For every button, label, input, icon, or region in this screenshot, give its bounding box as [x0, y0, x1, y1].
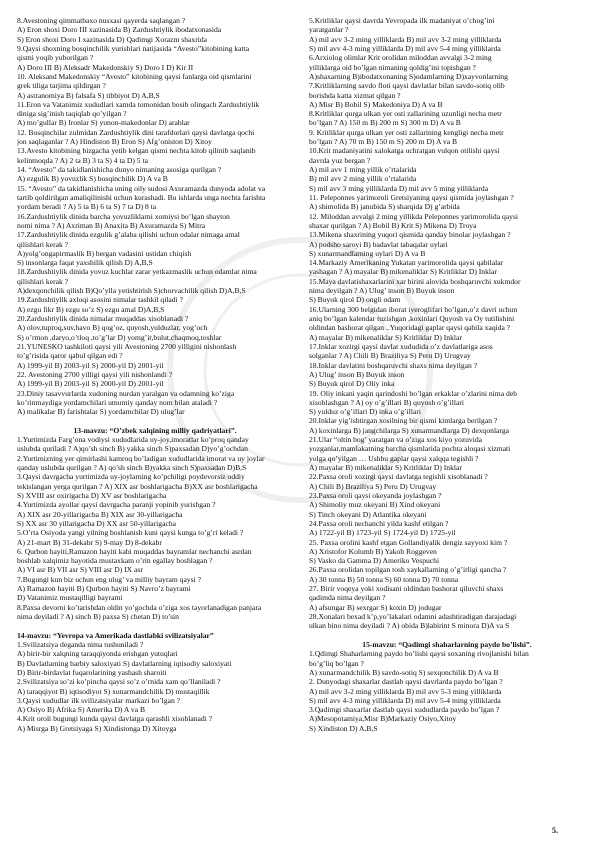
text-line: 14.Markaziy Amerikaning Yukatan yarimorolida qaysi qabilalar — [309, 258, 504, 268]
text-line: qilishlari kerak ? — [17, 276, 69, 286]
text-line: 7.Kritliklarning savdo floti qaysi davlatlar bilan savdo-sotiq olib — [309, 81, 505, 91]
text-line: ko’rinmaydiga yordamchilari umumiy qanday nom bilan ataladi ? — [17, 397, 218, 407]
text-line: S) mil avv 4-3 ming yilliklarda D) mil avv 5-4 ming yilliklarda — [309, 43, 501, 53]
text-line: 1.Qdimgi Shaharlarning paydo bo’lishi qaysi soxaning rivojlanishi bilan — [309, 649, 529, 659]
text-line: S) Buyuk qirol D) Oliy inka — [309, 379, 395, 389]
text-line: 27. Birir voqeya yoki xodisani oldindan bashorat qiluvchi shaxs — [309, 584, 504, 594]
text-line: 3.Qadimgi shaxarlar dastlab qaysi xududlarda paydo bo’lgan ? — [309, 705, 500, 715]
text-line: 12. Miloddan avvalgi 2 ming yillikda Peleponnes yarimorolida qaysi — [309, 211, 519, 221]
text-line: yolga qo’yilgan … Ushbu gaplar qaysi xalqqa tegishli ? — [309, 453, 479, 463]
page-number: 5. — [552, 826, 558, 835]
text-line: jon saqlaganlar ? A) Hindiston B) Eron S) Afg’oniston D) Xitoy — [17, 137, 212, 147]
text-line: aniq bo’lgan kalendar tuzishgan ,koxinlari Quyosh va Oy tutilishini — [309, 314, 515, 323]
text-line: A) Shimoliy muz okeyani B) Xind okeyani — [309, 500, 441, 510]
text-line: 19. Oliy inkani yaqin qarindoshi bo’lgan erkaklar o’zlarini nima deb — [309, 388, 517, 398]
text-line: davrda yuz bergan ? — [309, 155, 371, 165]
text-line: A) mayalar B) mikenaliklar S) Kritliklar D) Inklar — [309, 332, 462, 342]
text-line: 6.Arxiolog olimlar Krit orolidan miloddan avvalgi 3-2 ming — [309, 53, 492, 63]
text-line: 5.O’rta Osiyoda yangi yilning boshlanish kuni qaysi kunga to’g’ri keladi ? — [17, 528, 244, 538]
text-line: 16.Ularning 300 belgidan iborat iyeroglifari bo’lgan,o’z davri uchun — [309, 304, 518, 314]
text-line: grek tiliga tarjima qildirgan ? — [17, 81, 106, 91]
text-line: D) Vatanimiz mustaqilligi bayrami — [17, 593, 123, 603]
text-line: S) mil avv 4-3 ming yilliklarda D) mil avv 5-4 ming yilliklarda — [309, 695, 501, 705]
text-line: 10.Krit madaniyatini xalokatga uchratgan vulqon otilishi qaysi — [309, 146, 500, 156]
text-line: 22.Paxsa oroli xozirgi qaysi davlatga tegishli xisoblanadi ? — [309, 472, 488, 482]
text-line: 5.Kritliklar qaysi davrda Yevropada ilk madaniyat o’chog’ini — [309, 16, 495, 25]
text-line: A) 1722-yil B) 1723-yil S) 1724-yil D) 1725-yil — [309, 528, 456, 538]
text-line: 18.Inklar davlatini boshqaruvchi shaxs nima deyilgan ? — [309, 360, 478, 370]
text-line: xisoblashgan ? A) oy o’g’illari B) quyosh o’g’illari — [309, 397, 465, 407]
text-line: to’g’risida qaror qabul qilgan edi ? — [17, 351, 123, 361]
text-line: A) Ramazon hayiti B) Qurbon hayiti S) Navro’z bayrami — [17, 584, 191, 594]
text-line: A) 1999-yil B) 2003-yil S) 2000-yil D) 2001-yil — [17, 360, 164, 370]
text-line: shaxar qurilgan ? A) Bobil B) Krit S) Mikena D) Troya — [309, 220, 477, 230]
text-line: nomi nima ? A) Axriman B) Anaxita B) Axuramazda S) Mitra — [17, 220, 206, 230]
text-line: 10. Aleksand Makedonskiy “Avesto” kitobining qaysi fanlarga oid qismlarini — [17, 71, 252, 81]
text-line: 3.Qaysi xududlar ilk svilizatsiyalar markazi bo’lgan ? — [17, 695, 181, 705]
text-line: 23.Diniy tasavvurlarda xudoning nurdan yaralgan va odamning ko’ziga — [17, 388, 235, 398]
text-line: 25. Paxsa orolini kashf etgan Gollandiyalik dengiz sayyoxi kim ? — [309, 537, 508, 547]
text-line: S) Eron shoxi Doro I xazinasida D) Qadimgi Xorazm shaxrida — [17, 34, 208, 44]
text-line: 22. Avestoning 2700 yilligi qaysi yili nishonlandi ? — [17, 369, 173, 379]
text-line: 28.Xonalari bexad k’p,yo’lakalari odamni adashtiradigan darajadagi — [309, 612, 517, 621]
text-line: A) Xristofor Kolumb B) Yakob Roggeven — [309, 546, 437, 556]
text-line: A) astranomiya B) falsafa S) tibbiyot D) A,B,S — [17, 90, 160, 100]
text-line: 1.Yurtimizda Farg’ona vodiysi xududlarida uy-joy,imoratlar ko’proq qanday — [17, 435, 249, 445]
text-line: 14. “Avesto” da takidlanishicha dunyo nimaning asosiga qurilgan ? — [17, 165, 222, 174]
section-heading: 15-mavzu: “Qadimgi shaharlarning paydo bo’lishi”. — [362, 639, 532, 649]
text-line: A) mil avv 1 ming yillik o’rtalarida — [309, 165, 417, 174]
text-line: 18.Zardushtiylik dinida yovuz kuchlar zarar yetkazmaslik uchun odamlar nima — [17, 267, 257, 277]
text-line: 7.Bugungi kun biz uchun eng ulug’ va milliy bayram qaysi ? — [17, 574, 201, 584]
text-line: 8.Paxsa devorni ko’tarishdan oldin yo’gochda o’ziga xos tayorlanadigan panjara — [17, 602, 262, 612]
text-line: A) ezgulik B) yovuzlik S) bosqinchilik D) A va B — [17, 174, 168, 184]
text-line: A) mil avv 3-2 ming yilliklarda B) mil avv 5-3 ming yilliklarda — [309, 686, 502, 696]
text-line: yilliklarga oid bo’lgan nimaning qoldig’ini topishgan ? — [309, 62, 476, 72]
text-line: S) Xindiston D) A,B,S — [309, 723, 378, 733]
text-line: ulkan bino nima deyiladi ? A) obida B)labirint S minora D)A va S — [309, 621, 510, 631]
text-line: A) 1999-yil B) 2003-yil S) 2000-yil D) 2001-yil — [17, 379, 164, 389]
text-line: S) XX asr 30 yillarigacha D) XX asr 50-yillarigacha — [17, 518, 176, 528]
text-line: 11. Peleponnes yarimoroli Gretsiyaning qaysi qismida joylashgan ? — [309, 192, 514, 202]
text-line: S) XVIII asr oxirigacha D) XV asr boshlarigacha — [17, 490, 167, 500]
text-line: oldindan bashorat qilgan ..Yuqoridagi gaplar qaysi qabila xaqida ? — [309, 323, 511, 333]
text-line: qadimda nima deyilgan ? — [309, 593, 386, 603]
text-line: 12. Bosqinchilar zulmidan Zardushtiylik dini tarafdorlari qaysi davlatga qochi — [17, 127, 255, 137]
text-line: A) Osiyo B) Afrika S) Amerika D) A va B — [17, 705, 146, 715]
text-line: S) insonlarga faqat yaxshilik qilish D) A,B,S — [17, 258, 153, 268]
text-line: A) malikalar B) farishtalar S) yordamchilar D) ulug’lar — [17, 407, 185, 417]
text-line: A) ezgu fikr B) ezgu so’z S) ezgu amal D)A,B,S — [17, 304, 165, 314]
text-line: 1.Svilizatsiya deganda nima tushuniladi ? — [17, 639, 144, 649]
text-line: B) mil avv 2 ming yillik o’rtalarida — [309, 174, 417, 184]
text-line: A) mo’gullar B) Ironlar S) yunon-makedonlar D) arablar — [17, 118, 190, 128]
text-line: A) birir-bir xalqning taraqqiyonda erishgan yutuqlari — [17, 649, 178, 659]
text-line: A) Misr B) Bobil S) Makedoniya D) A va B — [309, 99, 443, 109]
text-line: 15.Maya davlatishaxarlarini xar birini alovida boshqaruvchi xukmdor — [309, 276, 521, 286]
text-line: 26.Paxsa orolidan topilgan tosh xaykallarning o’g’irligi qancha ? — [309, 565, 507, 575]
text-line: yordam beradi ? A) 5 ta B) 6 ta S) 7 ta D) 8 ta — [17, 202, 157, 212]
section-heading: 14-mavzu: “Yevropa va Amerikada dastlabki svilizatsiyalar” — [17, 630, 214, 640]
text-line: A) koxinlarga B) jangchilarga S) xunarmandlarga D) dexqonlarga — [309, 425, 509, 435]
text-line: 17.Zardushtiylik dinida ezgulik g’alaba qilishi uchun odalar nimaga amal — [17, 230, 240, 240]
text-line: A)shaxarning B)ibodatxonaning S)odamlarning D)xayvonlarning — [309, 71, 508, 81]
text-line: A) Misrga B) Gretsiyaga S) Xindistonga D) Xitoyga — [17, 723, 177, 733]
text-line: bo’lgan ? A) 150 m B) 200 m S) 300 m D) A va B — [309, 118, 461, 128]
text-line: bo’lgan ? A) 70 m B) 150 m S) 200 m D) A va B — [309, 137, 458, 147]
text-line: S) Buyuk qirol D) ongli odam — [309, 295, 401, 305]
text-line: S) Vasko da Gamma D) Ameriko Vespuchi — [309, 556, 440, 566]
text-line: D) Birir-birdavlat fuqarolarining yashash sharoiti — [17, 667, 167, 677]
text-line: diniga sig’inish taqiqlab qo’yilgan ? — [17, 109, 127, 119]
text-line: A) Eron shoxi Doro III xazinasida B) Zardushtiylik ibodatxonasida — [17, 25, 222, 35]
text-line: 2. Dunyodagi shaxarlar dastlab qaysi davrlarda paydo bo’lgan ? — [309, 677, 503, 687]
text-line: 3.Qaysi davrgacha yurtimizda uy-joylarning ko’pchiligi poydevorsiz oddiy — [17, 472, 245, 482]
left-column — [17, 16, 293, 733]
text-line: kelinmoqda ? A) 2 ta B) 3 ta S) 4 ta D) 5 ta — [17, 155, 148, 165]
text-line: yaratganlar ? — [309, 25, 349, 35]
text-line: 9.Qaysi shoxning bosqinchilik yurishlari natijasida “Avesto”kitobining katta — [17, 43, 250, 53]
text-line: A)Mesopotamiya,Misr B)Markaziy Osiyo,Xitoy — [309, 714, 457, 724]
text-line: A)dexqonchilik qilish B)Qo’ylla yetishtirish S)chorvachilik qilish D)A,B,S — [17, 286, 246, 296]
text-line: A) xunarmandchilik B) savdo-sotiq S) sexqonchilik D) A va B — [309, 667, 499, 677]
text-line: A) XIX asr 20-yillarigacha B) XIX asr 30-yillarigacha — [17, 509, 183, 519]
text-line: tekislangan yerga qurilgan ? A) XIX asr boshlarigacha B)XX asr boshlarigacha — [17, 481, 258, 491]
text-line: 2.Svilizatsiya so’zi ko’pincha qaysi so’z o’rnida xam qo’llaniladi ? — [17, 677, 221, 687]
spacer — [309, 631, 585, 640]
text-line: tartib qoldirilgan amaliqilinishi uchun kurashadi. Bu ishlarda unga nechta farishta — [17, 192, 266, 202]
right-column — [309, 16, 585, 733]
text-line: nima deyiladi ? A) sinch B) paxsa S) chetan D) to’sin — [17, 612, 179, 621]
text-line: 20.Inklar yig’ishtirgan xosilning bir qismi kimlarga berilgan ? — [309, 416, 498, 426]
text-line: A) VI asr B) VII asr S) VIII asr D) IX asr — [17, 565, 143, 575]
text-line: A) Ulug’ inson B) Buyuk inson — [309, 369, 405, 379]
text-line: A) 21-mart B) 31-dekabr S) 9-may D) 8-dekabr — [17, 537, 162, 547]
text-line: 2.Yurtimizning yer qimirlashi kamroq bo’ladigan xududlarida imorat va uy joylar — [17, 453, 265, 463]
text-line: 15. “Avesto” da takidlanishicha uning oily sudosi Axuramazda dunyoda adolat va — [17, 183, 266, 193]
spacer — [17, 621, 293, 630]
text-line: A) afsungar B) sexrgar S) koxin D) jodugar — [309, 602, 442, 612]
text-line: A) olov,tuproq,suv,havo B) qog’oz, quyosh,yulduzlar, yog’och — [17, 323, 208, 333]
text-line: qilishlari kerak ? — [17, 239, 69, 249]
text-line: nima deyilgan ? A) Ulug’ inson B) Buyuk inson — [309, 286, 455, 296]
text-line: A) mayalar B) mikenaliklar S) Kritliklar D) Inklar — [309, 463, 462, 472]
text-line: yozganlar,mamlakatning barcha qismlarida pochta aloqasi xizmati — [309, 444, 511, 454]
spacer — [17, 416, 293, 425]
text-line: 13.Avesto kitobining bizgacha yetib kelgan qismi nechta kitob qilinib saqlanib — [17, 146, 256, 156]
text-line: qismi yoqib yuborilgan ? — [17, 53, 94, 63]
text-line: 4.Yurtimizda ayollar qaysi davrgacha paranji yopinib yurishgan ? — [17, 500, 216, 510]
text-line: S) Tinch okeyani D) Atlantika okeyani — [309, 509, 427, 519]
text-line: 13.Mikena shaxrining yuqori qismida qanday binolar joylashgan ? — [309, 230, 511, 240]
text-line: B) Davlatlarning barbiy saloxiyati S) davlatlarning iqtisodiy saloxiyati — [17, 658, 232, 668]
text-line: A) taraqqiyot B) iqtisodiyot S) xunarmandchilik D) mustaqillik — [17, 686, 210, 696]
text-line: S) o’rmon ,daryo,o’tloq ,to’g’lar D) yomg’ir,bulut,chaqmoq,toshlar — [17, 332, 222, 342]
text-line: 8.Avestoning qimmatbaxo nusxasi qayerda saqlangan ? — [17, 16, 186, 25]
text-line: bo’g’liq bo’lgan ? — [309, 658, 364, 668]
section-heading: 13-mavzu: “O’zbek xalqining milliy qadriyatlari”. — [73, 425, 237, 435]
text-line: S) xunarmandlarning uylari D) A va B — [309, 248, 426, 258]
text-line: S) mil avv 3 ming yilliklarda D) mil avv 5 ming yilliklarda — [309, 183, 489, 193]
text-line: 24.Paxsa oroli nechanchi yilda kashf etilgan ? — [309, 518, 449, 528]
text-line: 16.Zardushtiylik dinida barcha yovuzliklarni xomiysi bo’lgan shayton — [17, 211, 230, 221]
text-line: 11.Eron va Vatanimiz xududlari xamda tomonidan bosib olingach Zardushtiylik — [17, 99, 260, 109]
text-line: 20.Zardushtiylik dinida nimalar muqaddas xisoblanadi ? — [17, 314, 189, 323]
text-line: 4.Krit oroli bugungi kunda qaysi davlatga qarashli xisoblanadi ? — [17, 714, 213, 724]
text-line: qanday uslubda qurilgan ? A) qo’sh sinch B)yakka sinch S)paxsadan D)B,S — [17, 463, 247, 472]
text-line: yashagan ? A) mayalar B) mikenaliklar S) Kritliklar D) Inklar — [309, 267, 497, 277]
text-line: 6. Qurbon hayiti,Ramazon hayiti kabi muqaddas bayramlar nechanchi asrdan — [17, 546, 252, 556]
text-line: A) Doro III B) Aleksadr Makedonskiy S) Doro I D) Kir II — [17, 62, 194, 72]
text-line: S) yulduz o’g’illari D) inka o’g’illari — [309, 407, 421, 417]
text-line: 9. Kritliklar qurga ulkan yer osti zallarining kengligi necha metr — [309, 127, 504, 137]
text-line: A) mil avv 3-2 ming yilliklarda B) mil avv 3-2 ming yilliklarda — [309, 34, 502, 44]
text-line: 19.Zardushtiylik axloqi asosini nimalar tashkil qiladi ? — [17, 295, 183, 305]
text-line: 8.Kritliklar qurga ulkan yer osti zallarining uzunligi necha metr — [309, 109, 502, 119]
text-line: solganlar ? A) Chili B) Braziliya S) Peru D) Urugvay — [309, 351, 471, 361]
text-line: uslubda quriladi ? A)qo’sh sinch B) yakka sinch S)paxsadan D)yo’g’ochdan — [17, 444, 248, 454]
text-line: 17.Inklar xozirgi qaysi davlat xududida o’z davlatlariga asos — [309, 341, 493, 351]
text-line: A) 30 tonna B) 50 tonna S) 60 tonna D) 70 tonna — [309, 574, 459, 584]
text-line: borishda katta xizmat qilgan ? — [309, 90, 401, 100]
text-line: A)yolg’ongapirmaslik B) bergan vadasini ustidan chiqish — [17, 248, 192, 258]
text-line: A) podsho saroyi B) badavlat tabaqalar uylari — [309, 239, 448, 249]
text-line: boshlab xalqimiz hayotida mustaxkam o’rin egallay boshlagan ? — [17, 556, 213, 566]
text-line: A) Chili B) Braziliya S) Peru D) Urugvay — [309, 481, 437, 491]
text-line: 23.Paxsa oroli qaysi okeyanda joylashgan ? — [309, 490, 442, 500]
text-line: 21.Ular “oltin bog’ yaratgan va o’ziga xos kiyo yozuvida — [309, 435, 482, 445]
text-line: 21.YUNESKO tashkiloti qaysi yili Avestoning 2700 yilligini nishonlash — [17, 341, 237, 351]
text-line: A) shimolida B) janubida S) sharqida D) g’arbida — [309, 202, 460, 212]
